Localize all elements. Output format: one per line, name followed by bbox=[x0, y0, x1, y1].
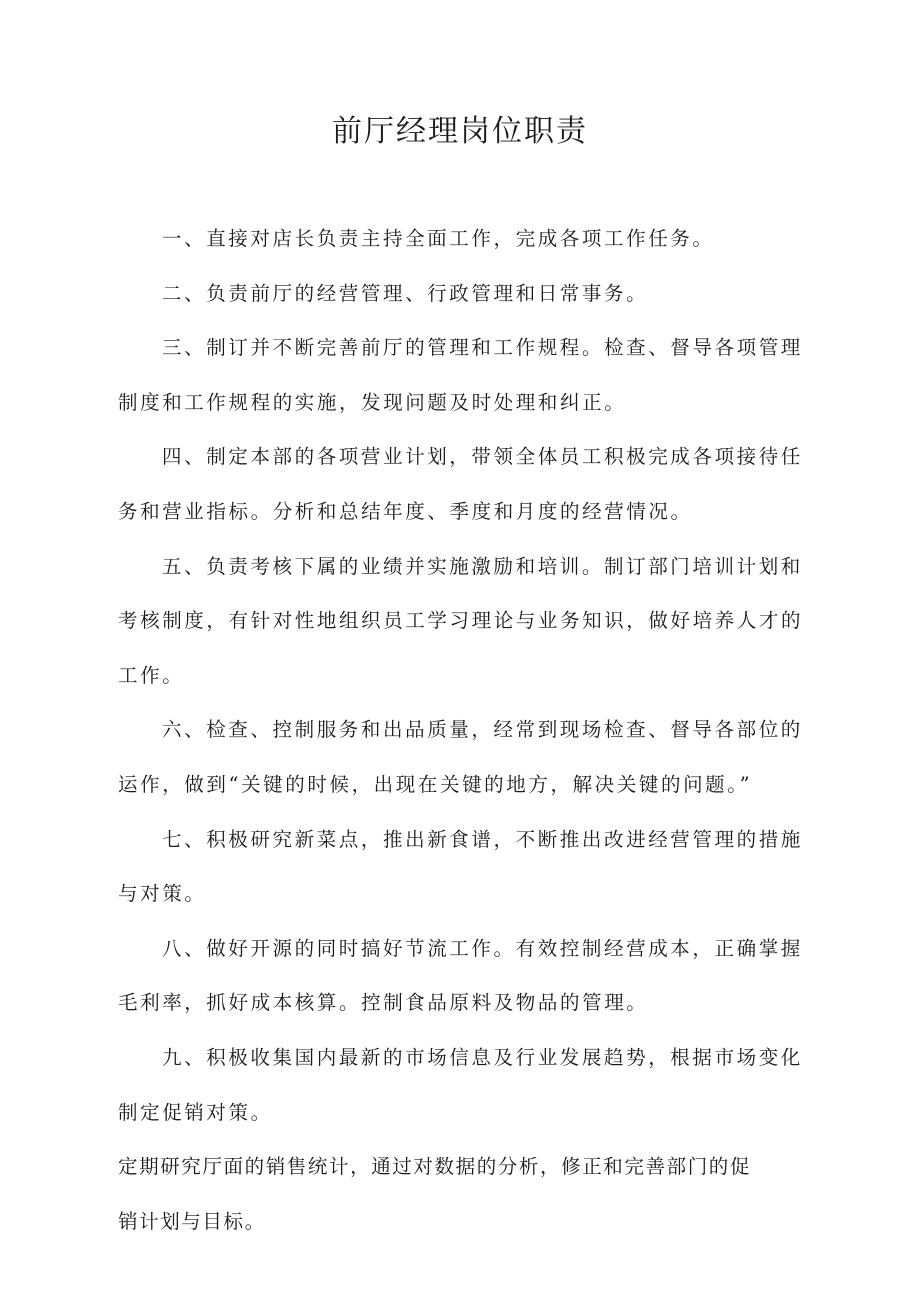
duty-paragraph-8: 八、做好开源的同时搞好节流工作。有效控制经营成本，正确掌握毛利率，抓好成本核算。控制食品原料及物品的管理。 bbox=[118, 936, 803, 1015]
duty-paragraph-1: 一、直接对店长负责主持全面工作，完成各项工作任务。 bbox=[162, 227, 715, 250]
duty-paragraph-4: 四、制定本部的各项营业计划，带领全体员工积极完成各项接待任务和营业指标。分析和总结年度、季度和月度的经营情况。 bbox=[118, 445, 803, 523]
duty-paragraph-6: 六、检查、控制服务和出品质量，经常到现场检查、督导各部位的运作，做到“关键的时候，出现在关键的地方，解决关键的问题。” bbox=[118, 718, 803, 796]
duty-paragraph-5: 五、负责考核下属的业绩并实施激励和培训。制订部门培训计划和考核制度，有针对性地组织员工学习理论与业务知识，做好培养人才的工作。 bbox=[118, 554, 804, 687]
duty-paragraph-2: 二、负责前厅的经营管理、行政管理和日常事务。 bbox=[162, 281, 649, 305]
document-title: 前厅经理岗位职责 bbox=[332, 114, 588, 149]
trailing-line-1: 定期研究厅面的销售统计，通过对数据的分析，修正和完善部门的促 bbox=[118, 1155, 752, 1179]
duty-paragraph-7: 七、积极研究新菜点，推出新食谱，不断推出改进经营管理的措施与对策。 bbox=[118, 827, 803, 906]
duty-paragraph-9: 九、积极收集国内最新的市场信息及行业发展趋势，根据市场变化制定促销对策。 bbox=[118, 1045, 803, 1124]
duty-paragraph-3: 三、制订并不断完善前厅的管理和工作规程。检查、督导各项管理制度和工作规程的实施，发现问题及时处理和纠正。 bbox=[118, 336, 803, 414]
document-body bbox=[118, 212, 818, 1249]
trailing-line-2: 销计划与目标。 bbox=[118, 1209, 266, 1233]
